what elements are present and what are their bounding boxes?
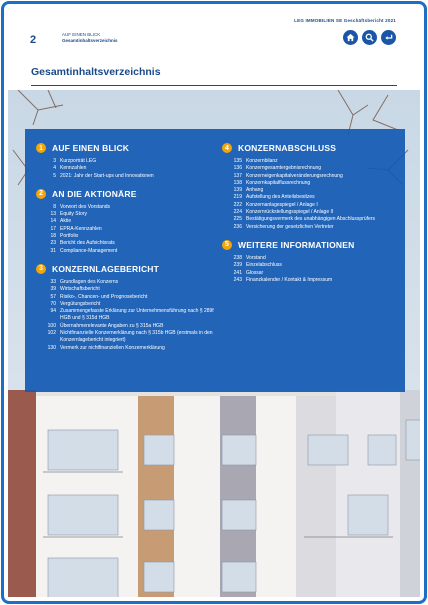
toc-entry[interactable] xyxy=(36,233,221,240)
search-icon[interactable] xyxy=(362,30,377,45)
toc-text: Vergütungsbericht xyxy=(60,300,101,307)
page-title: Gesamtinhaltsverzeichnis xyxy=(31,66,161,78)
section-title: WEITERE INFORMATIONEN xyxy=(238,239,355,250)
toc-text: Bericht des Aufsichtsrats xyxy=(60,240,115,247)
toc-text: Anhang xyxy=(246,187,264,194)
toc-text: Grundlagen des Konzerns xyxy=(60,278,119,285)
toc-entry[interactable] xyxy=(222,194,407,201)
toc-text: Konzernanlagespiegel / Anlage I xyxy=(246,201,318,208)
toc-page: 222 xyxy=(233,201,242,208)
toc-text: Zusammengefasste Erklärung zur Unternehmensführung nach § 289f HGB und § 315d HGB xyxy=(60,308,214,322)
section-title: AN DIE AKTIONÄRE xyxy=(52,188,137,199)
toc-page: 239 xyxy=(233,262,242,269)
toc-entry[interactable] xyxy=(36,286,221,293)
toc-page: 136 xyxy=(233,165,242,172)
toc-section-heading[interactable] xyxy=(36,143,221,153)
toc-entry[interactable] xyxy=(36,301,221,308)
toc-entry[interactable] xyxy=(36,173,221,180)
toc-entry[interactable] xyxy=(222,158,407,165)
toc-entry[interactable] xyxy=(36,330,221,345)
toc-entry[interactable] xyxy=(222,187,407,194)
toc-text: Bestätigungsvermerk des unabhängigen Abschlussprüfers xyxy=(246,216,375,223)
toc-entry[interactable] xyxy=(36,308,221,323)
toc-page: 135 xyxy=(233,158,242,164)
toc-text: Equity Story xyxy=(60,211,87,218)
toc-text: Vorwort des Vorstands xyxy=(60,203,111,210)
page-number: 2 xyxy=(30,34,37,46)
toc-page: 236 xyxy=(233,223,242,230)
toc-text: Wirtschaftsbericht xyxy=(60,286,100,293)
toc-section xyxy=(36,264,221,352)
toc-page: 17 xyxy=(50,225,56,232)
toc-page: 31 xyxy=(50,247,56,254)
toc-section-heading[interactable] xyxy=(36,189,221,199)
toc-page: 70 xyxy=(50,300,56,307)
toc-entry[interactable] xyxy=(222,180,407,187)
toc-entry[interactable] xyxy=(36,165,221,172)
toc-page: 4 xyxy=(53,165,56,172)
toc-text: Aktie xyxy=(60,218,72,225)
toc-entry[interactable] xyxy=(222,209,407,216)
toc-text: Compliance-Management xyxy=(60,247,118,254)
toc-entry[interactable] xyxy=(36,204,221,211)
breadcrumb xyxy=(62,32,118,44)
toc-text: Aufstellung des Anteilsbesitzes xyxy=(246,194,315,201)
toc-page: 13 xyxy=(50,211,56,218)
toc-entry[interactable] xyxy=(36,158,221,165)
toc-page: 224 xyxy=(233,209,242,216)
toc-column-left xyxy=(36,143,221,361)
section-number-badge: 5 xyxy=(222,240,232,250)
toc-text: Vorstand xyxy=(246,254,266,261)
toc-entry[interactable] xyxy=(222,165,407,172)
header-nav xyxy=(294,18,396,45)
toc-entry[interactable] xyxy=(36,226,221,233)
toc-text: 2021: Jahr der Start-ups und Innovationen xyxy=(60,172,154,179)
section-title: KONZERNLAGEBERICHT xyxy=(52,263,160,274)
toc-entry[interactable] xyxy=(36,211,221,218)
breadcrumb-section[interactable]: AUF EINEN BLICK xyxy=(62,32,101,37)
toc-page: 241 xyxy=(233,269,242,276)
page-frame xyxy=(1,1,427,604)
toc-page: 100 xyxy=(47,322,56,329)
toc-section xyxy=(222,240,407,284)
toc-page: 238 xyxy=(233,254,242,261)
toc-page: 18 xyxy=(50,233,56,240)
toc-page: 33 xyxy=(50,278,56,285)
toc-text: Portfolio xyxy=(60,233,79,240)
toc-page: 3 xyxy=(53,158,56,164)
toc-entry[interactable] xyxy=(36,248,221,255)
toc-entry[interactable] xyxy=(222,224,407,231)
toc-text: Einzelabschluss xyxy=(246,262,282,269)
toc-text: Kennzahlen xyxy=(60,165,87,172)
toc-entry[interactable] xyxy=(222,216,407,223)
toc-entry[interactable] xyxy=(222,255,407,262)
toc-text: Konzernbilanz xyxy=(246,158,278,164)
toc-page: 137 xyxy=(233,172,242,179)
toc-entry[interactable] xyxy=(222,173,407,180)
toc-text: Übernahmerelevante Angaben zu § 315a HGB xyxy=(60,322,164,329)
toc-page: 14 xyxy=(50,218,56,225)
title-divider xyxy=(31,85,397,86)
toc-section xyxy=(36,189,221,255)
toc-text: Nichtfinanzielle Konzernerklärung nach § 315b HGB (erstmals in den Konzernlagebericht integriert) xyxy=(60,330,213,344)
toc-page: 219 xyxy=(233,194,242,201)
toc-section-heading[interactable] xyxy=(222,240,407,250)
toc-page: 139 xyxy=(233,187,242,194)
toc-page: 39 xyxy=(50,286,56,293)
toc-section xyxy=(222,143,407,231)
toc-page: 243 xyxy=(233,276,242,283)
toc-text: Konzerngesamtergebnisrechnung xyxy=(246,165,322,172)
report-title: LEG IMMOBILIEN SE Geschäftsbericht 2021 xyxy=(294,18,396,23)
toc-section-heading[interactable] xyxy=(222,143,407,153)
toc-column-right xyxy=(222,143,407,293)
breadcrumb-subsection[interactable]: Gesamtinhaltsverzeichnis xyxy=(62,38,118,43)
toc-page: 102 xyxy=(47,330,56,337)
toc-entry[interactable] xyxy=(36,279,221,286)
back-icon[interactable] xyxy=(381,30,396,45)
toc-page: 130 xyxy=(47,344,56,351)
toc-page: 23 xyxy=(50,240,56,247)
home-icon[interactable] xyxy=(343,30,358,45)
toc-page: 94 xyxy=(50,308,56,315)
section-number-badge: 1 xyxy=(36,143,46,153)
section-number-badge: 4 xyxy=(222,143,232,153)
toc-text: Konzernkapitalflussrechnung xyxy=(246,179,311,186)
toc-text: Kurzporträt LEG xyxy=(60,158,97,164)
toc-page: 57 xyxy=(50,293,56,300)
toc-entry[interactable] xyxy=(222,270,407,277)
toc-entry[interactable] xyxy=(222,277,407,284)
toc-text: Finanzkalender / Kontakt & Impressum xyxy=(246,276,333,283)
toc-text: Glossar xyxy=(246,269,264,276)
section-number-badge: 2 xyxy=(36,189,46,199)
toc-page: 225 xyxy=(233,216,242,223)
toc-entry[interactable] xyxy=(222,202,407,209)
section-number-badge: 3 xyxy=(36,264,46,274)
toc-entry[interactable] xyxy=(36,218,221,225)
nav-icon-bar xyxy=(294,30,396,45)
toc-entry[interactable] xyxy=(36,345,221,352)
toc-text: Konzerneigenkapitalveränderungsrechnung xyxy=(246,172,343,179)
toc-entry[interactable] xyxy=(222,262,407,269)
toc-entry[interactable] xyxy=(36,294,221,301)
toc-page: 5 xyxy=(53,172,56,179)
toc-text: Konzernrückstellungsspiegel / Anlage II xyxy=(246,209,334,216)
section-title: AUF EINEN BLICK xyxy=(52,143,130,153)
toc-page: 8 xyxy=(53,203,56,210)
toc-text: Versicherung der gesetzlichen Vertreter xyxy=(246,223,334,230)
toc-entry[interactable] xyxy=(36,323,221,330)
toc-entry[interactable] xyxy=(36,240,221,247)
toc-text: Vermerk zur nichtfinanziellen Konzernerklärung xyxy=(60,344,165,351)
toc-text: Risiko-, Chancen- und Prognosebericht xyxy=(60,293,148,300)
toc-text: EPRA-Kennzahlen xyxy=(60,225,102,232)
section-title: KONZERNABSCHLUSS xyxy=(238,143,337,153)
toc-section xyxy=(36,143,221,180)
toc-section-heading[interactable] xyxy=(36,264,221,274)
toc-page: 138 xyxy=(233,179,242,186)
toc-panel xyxy=(25,129,405,392)
